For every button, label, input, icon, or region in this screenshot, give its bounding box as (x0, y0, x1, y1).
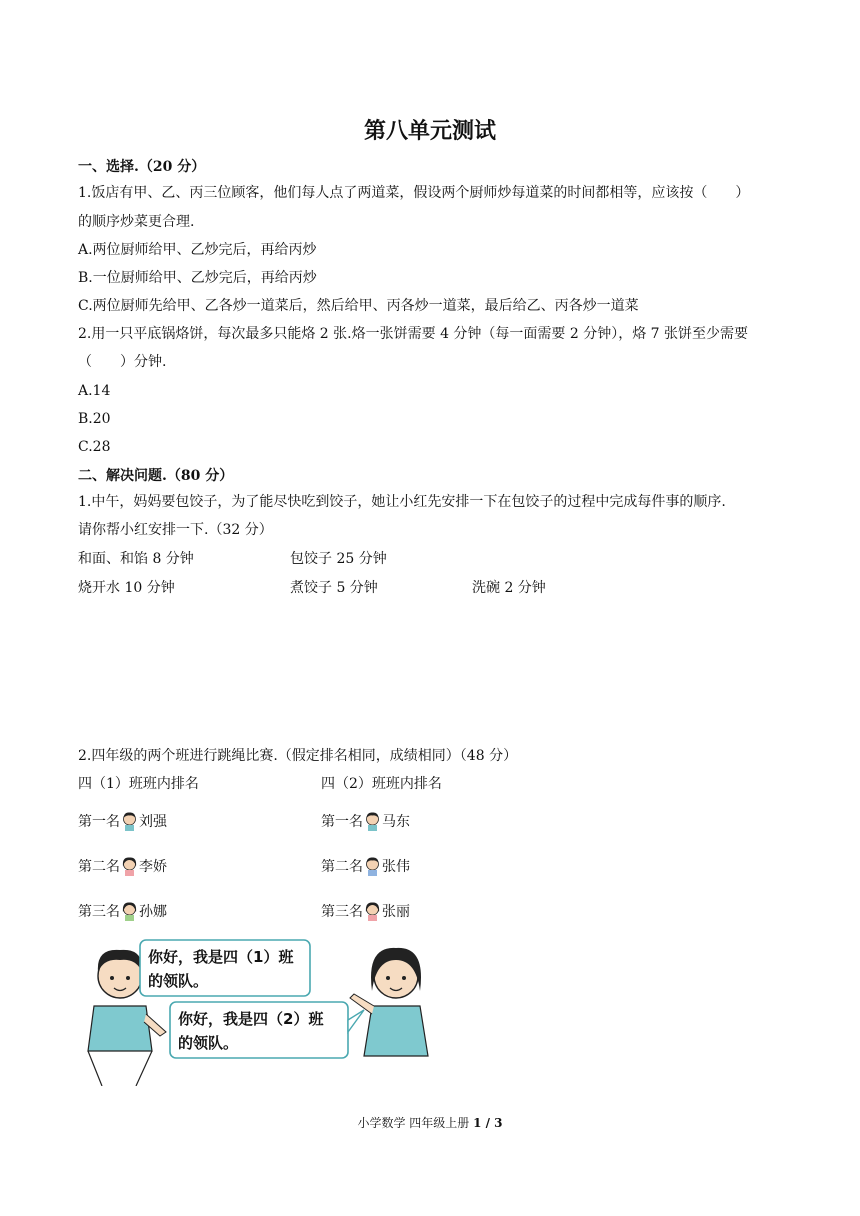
student-name: 刘强 (139, 814, 167, 830)
q2-option-a: A.14 (78, 383, 111, 399)
q2-option-b: B.20 (78, 411, 111, 427)
page-footer (0, 1114, 860, 1131)
rank-label: 第一名 (78, 814, 120, 830)
rank-row (78, 811, 167, 832)
rank-row (321, 901, 410, 922)
q2-text-line2: （ ）分钟. (78, 354, 167, 370)
rank-row (321, 811, 410, 832)
boy-avatar-icon (364, 856, 381, 876)
rank-label: 第一名 (321, 814, 363, 830)
q1-text-line2: 的顺序炒菜更合理. (78, 214, 195, 230)
rank-label: 第三名 (78, 904, 120, 920)
q1-text-line1: 1.饭店有甲、乙、丙三位顾客，他们每人点了两道菜，假设两个厨师炒每道菜的时间都相等，应该按（ ） (78, 185, 750, 201)
student-name: 张伟 (382, 859, 410, 875)
team-leaders-illustration (78, 936, 440, 1086)
task-item: 包饺子 25 分钟 (290, 551, 387, 567)
bubble2-line1: 你好，我是四（2）班 (178, 1010, 324, 1028)
girl-avatar-icon (364, 901, 381, 921)
task-item: 洗碗 2 分钟 (472, 580, 546, 596)
task-item: 烧开水 10 分钟 (78, 580, 175, 596)
s2-q2-text: 2.四年级的两个班进行跳绳比赛.（假定排名相同，成绩相同）（48 分） (78, 748, 518, 764)
s2-q1-text-line2: 请你帮小红安排一下.（32 分） (78, 522, 273, 538)
rank-label: 第二名 (321, 859, 363, 875)
q1-option-b: B.一位厨师给甲、乙炒完后，再给丙炒 (78, 270, 317, 286)
student-name: 孙娜 (139, 904, 167, 920)
bubble1-line1: 你好，我是四（1）班 (148, 948, 294, 966)
section1-heading: 一、选择.（20 分） (78, 159, 206, 175)
rank-label: 第二名 (78, 859, 120, 875)
girl-avatar-icon (121, 901, 138, 921)
page-number: 1 / 3 (473, 1116, 503, 1130)
student-name: 张丽 (382, 904, 410, 920)
page-title: 第八单元测试 (363, 119, 496, 144)
rank-label: 第三名 (321, 904, 363, 920)
q2-text-line1: 2.用一只平底锅烙饼，每次最多只能烙 2 张.烙一张饼需要 4 分钟（每一面需要 2 分钟），烙 7 张饼至少需要 (78, 326, 749, 342)
task-item: 煮饺子 5 分钟 (290, 580, 378, 596)
student-name: 李娇 (139, 859, 167, 875)
boy-avatar-icon (121, 811, 138, 831)
bubble1-line2: 的领队。 (148, 972, 209, 990)
rank-row (78, 901, 167, 922)
s2-q1-text-line1: 1.中午，妈妈要包饺子，为了能尽快吃到饺子，她让小红先安排一下在包饺子的过程中完成每件事的顺序. (78, 494, 726, 510)
girl-leader-figure (350, 948, 428, 1056)
class2-header: 四（2）班班内排名 (321, 776, 442, 792)
section2-heading: 二、解决问题.（80 分） (78, 468, 234, 484)
girl-avatar-icon (121, 856, 138, 876)
q1-option-a: A.两位厨师给甲、乙炒完后，再给丙炒 (78, 242, 317, 258)
q2-option-c: C.28 (78, 439, 111, 455)
rank-row (78, 856, 167, 877)
class1-header: 四（1）班班内排名 (78, 776, 199, 792)
q1-option-c: C.两位厨师先给甲、乙各炒一道菜后，然后给甲、丙各炒一道菜，最后给乙、丙各炒一道菜 (78, 298, 639, 314)
bubble2-line2: 的领队。 (178, 1034, 239, 1052)
footer-text: 小学数学 四年级上册 (357, 1116, 474, 1130)
student-name: 马东 (382, 814, 410, 830)
task-item: 和面、和馅 8 分钟 (78, 551, 194, 567)
boy-avatar-icon (364, 811, 381, 831)
rank-row (321, 856, 410, 877)
